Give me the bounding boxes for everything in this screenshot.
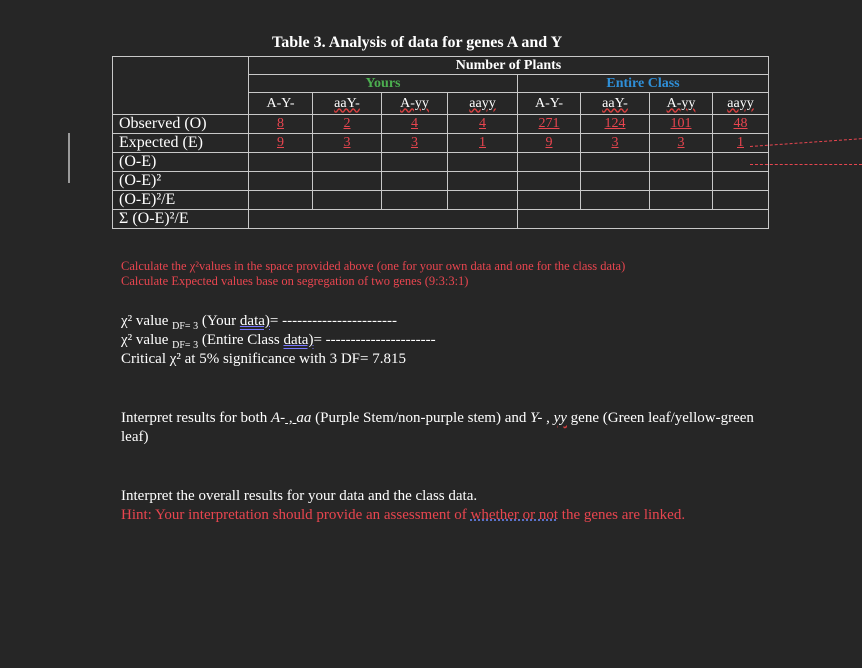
chi-your-data: χ² value $_{DF= 3}$ (Your data)= ----------------------- [121,313,397,332]
table-cell[interactable] [713,172,769,191]
table-cell[interactable]: 271 [518,115,581,134]
header-empty-cell [113,57,249,115]
table-cell[interactable] [313,172,382,191]
table-cell[interactable] [650,153,713,172]
table-cell[interactable] [249,153,313,172]
table-cell[interactable]: 4 [448,115,518,134]
table-cell[interactable]: 9 [249,134,313,153]
table-cell[interactable]: 101 [650,115,713,134]
table-cell[interactable] [518,191,581,210]
table-cell[interactable] [448,172,518,191]
table-cell[interactable] [382,172,448,191]
row-label: (O-E) [113,153,249,172]
table-cell[interactable] [448,191,518,210]
table-cell[interactable] [650,172,713,191]
group-yours-header: Yours [249,75,518,93]
table-title: Table 3. Analysis of data for genes A and Y [272,34,563,51]
analysis-table [112,56,769,229]
instruction-note: Calculate Expected values base on segregation of two genes (9:3:3:1) [121,274,469,288]
col-header: A-yy [382,93,448,115]
table-cell[interactable] [249,172,313,191]
col-header: A-Y- [249,93,313,115]
table-row [113,210,769,229]
table-cell[interactable]: 3 [650,134,713,153]
table-cell[interactable]: 3 [382,134,448,153]
number-of-plants-header: Number of Plants [249,57,769,75]
sum-cell-yours[interactable] [249,210,518,229]
table-cell[interactable] [518,172,581,191]
table-cell[interactable]: 4 [382,115,448,134]
row-label: Σ (O-E)²/E [113,210,249,229]
table-cell[interactable]: 2 [313,115,382,134]
table-cell[interactable] [518,153,581,172]
col-header: A-Y- [518,93,581,115]
table-row [113,115,769,134]
table-cell[interactable]: 124 [581,115,650,134]
table-cell[interactable] [382,191,448,210]
table-cell[interactable] [581,153,650,172]
row-label: (O-E)²/E [113,191,249,210]
col-header: aaY- [581,93,650,115]
table-cell[interactable] [249,191,313,210]
table-cell[interactable] [313,153,382,172]
table-cell[interactable] [581,172,650,191]
instruction-note: Calculate the χ²values in the space provided above (one for your own data and one for the class data) [121,259,626,273]
table-cell[interactable]: 9 [518,134,581,153]
col-header: aayy [713,93,769,115]
table-cell[interactable] [313,191,382,210]
col-header: aaY- [313,93,382,115]
table-row [113,134,769,153]
sum-cell-class[interactable] [518,210,769,229]
col-header: A-yy [650,93,713,115]
row-label: Expected (E) [113,134,249,153]
chi-class-data: χ² value $_{DF= 3}$ (Entire Class data)= ---------------------- [121,332,436,351]
row-label: Observed (O) [113,115,249,134]
table-cell[interactable] [650,191,713,210]
table-cell[interactable] [448,153,518,172]
table-row [113,191,769,210]
table-cell[interactable]: 3 [581,134,650,153]
table-cell[interactable] [382,153,448,172]
table-cell[interactable]: 1 [448,134,518,153]
table-row [113,172,769,191]
text-cursor [68,133,70,183]
row-label: (O-E)² [113,172,249,191]
table-cell[interactable] [713,191,769,210]
table-row [113,153,769,172]
table-cell[interactable]: 8 [249,115,313,134]
interpret-genes-paragraph: Interpret results for both A- , aa (Purple Stem/non-purple stem) and Y- , yy gene (Green leaf/yellow-green leaf) [121,410,754,445]
col-header: aayy [448,93,518,115]
chi-critical: Critical χ² at 5% significance with 3 DF= 7.815 [121,351,406,367]
table-cell[interactable] [581,191,650,210]
table-cell[interactable]: 1 [713,134,769,153]
table-cell[interactable]: 3 [313,134,382,153]
group-class-header: Entire Class [518,75,769,93]
interpret-overall-paragraph: Interpret the overall results for your data and the class data. Hint: Your interpretation should provide an assessment of whether or not the genes are linked. [121,488,686,523]
table-cell[interactable] [713,153,769,172]
table-cell[interactable]: 48 [713,115,769,134]
